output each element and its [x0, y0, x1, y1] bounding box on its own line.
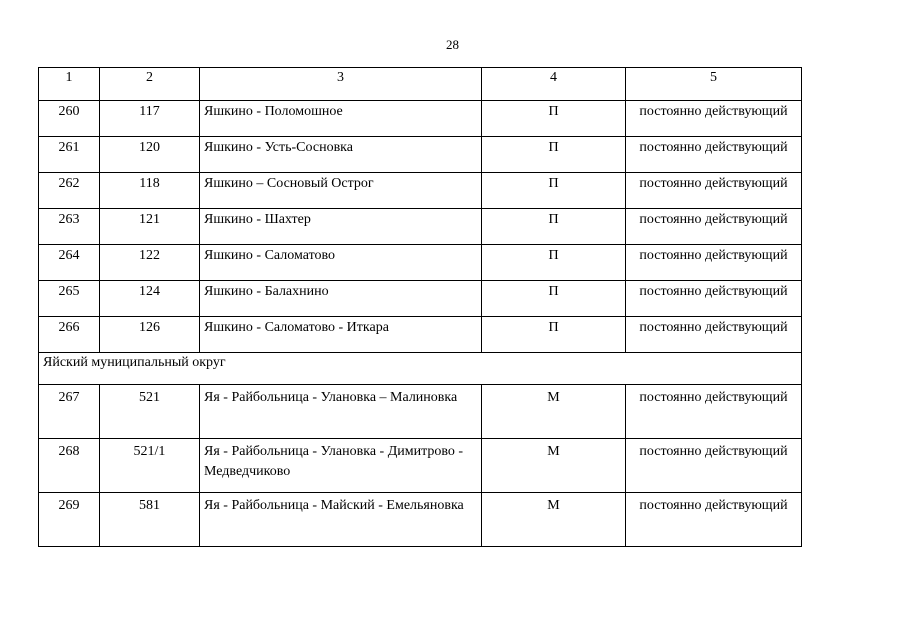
table-row: [39, 101, 802, 137]
table-row: [39, 245, 802, 281]
column-header: 5: [626, 68, 802, 101]
route-type: П: [482, 101, 626, 137]
route-name: Яя - Райбольница - Майский - Емельяновка: [200, 493, 482, 547]
column-header: 1: [39, 68, 100, 101]
table-row: [39, 385, 802, 439]
route-mode: постоянно действующий: [626, 281, 802, 317]
route-number: 117: [100, 101, 200, 137]
route-type: П: [482, 173, 626, 209]
row-number: 263: [39, 209, 100, 245]
route-mode: постоянно действующий: [626, 173, 802, 209]
route-mode: постоянно действующий: [626, 493, 802, 547]
page-number: 28: [446, 37, 459, 52]
route-name: Яшкино - Шахтер: [200, 209, 482, 245]
table-row: [39, 493, 802, 547]
route-mode: постоянно действующий: [626, 317, 802, 353]
route-type: М: [482, 439, 626, 493]
row-number: 264: [39, 245, 100, 281]
table-row: [39, 281, 802, 317]
row-number: 266: [39, 317, 100, 353]
table-header-row: [39, 68, 802, 101]
route-name: Яя - Райбольница - Улановка – Малиновка: [200, 385, 482, 439]
row-number: 265: [39, 281, 100, 317]
route-mode: постоянно действующий: [626, 137, 802, 173]
route-name: Яшкино – Сосновый Острог: [200, 173, 482, 209]
route-type: М: [482, 493, 626, 547]
row-number: 262: [39, 173, 100, 209]
route-type: П: [482, 281, 626, 317]
route-name: Яшкино - Балахнино: [200, 281, 482, 317]
row-number: 269: [39, 493, 100, 547]
route-number: 118: [100, 173, 200, 209]
route-type: П: [482, 245, 626, 281]
route-name: Яшкино - Саломатово: [200, 245, 482, 281]
route-type: М: [482, 385, 626, 439]
row-number: 261: [39, 137, 100, 173]
route-mode: постоянно действующий: [626, 209, 802, 245]
row-number: 260: [39, 101, 100, 137]
route-name: Яшкино - Усть-Сосновка: [200, 137, 482, 173]
route-type: П: [482, 137, 626, 173]
route-number: 120: [100, 137, 200, 173]
section-row: [39, 353, 802, 385]
route-mode: постоянно действующий: [626, 101, 802, 137]
route-mode: постоянно действующий: [626, 245, 802, 281]
column-header: 3: [200, 68, 482, 101]
route-number: 124: [100, 281, 200, 317]
table-row: [39, 137, 802, 173]
route-number: 126: [100, 317, 200, 353]
column-header: 4: [482, 68, 626, 101]
route-name: Яшкино - Саломатово - Иткара: [200, 317, 482, 353]
route-name: Яшкино - Поломошное: [200, 101, 482, 137]
route-mode: постоянно действующий: [626, 439, 802, 493]
route-mode: постоянно действующий: [626, 385, 802, 439]
route-type: П: [482, 209, 626, 245]
table-row: [39, 317, 802, 353]
route-number: 122: [100, 245, 200, 281]
row-number: 268: [39, 439, 100, 493]
routes-table: [38, 67, 802, 547]
column-header: 2: [100, 68, 200, 101]
table-row: [39, 209, 802, 245]
route-number: 521: [100, 385, 200, 439]
section-title: Яйский муниципальный округ: [39, 353, 802, 385]
route-number: 521/1: [100, 439, 200, 493]
route-number: 581: [100, 493, 200, 547]
table-row: [39, 439, 802, 493]
route-type: П: [482, 317, 626, 353]
row-number: 267: [39, 385, 100, 439]
route-number: 121: [100, 209, 200, 245]
table-row: [39, 173, 802, 209]
route-name: Яя - Райбольница - Улановка - Димитрово - Медведчиково: [200, 439, 482, 493]
